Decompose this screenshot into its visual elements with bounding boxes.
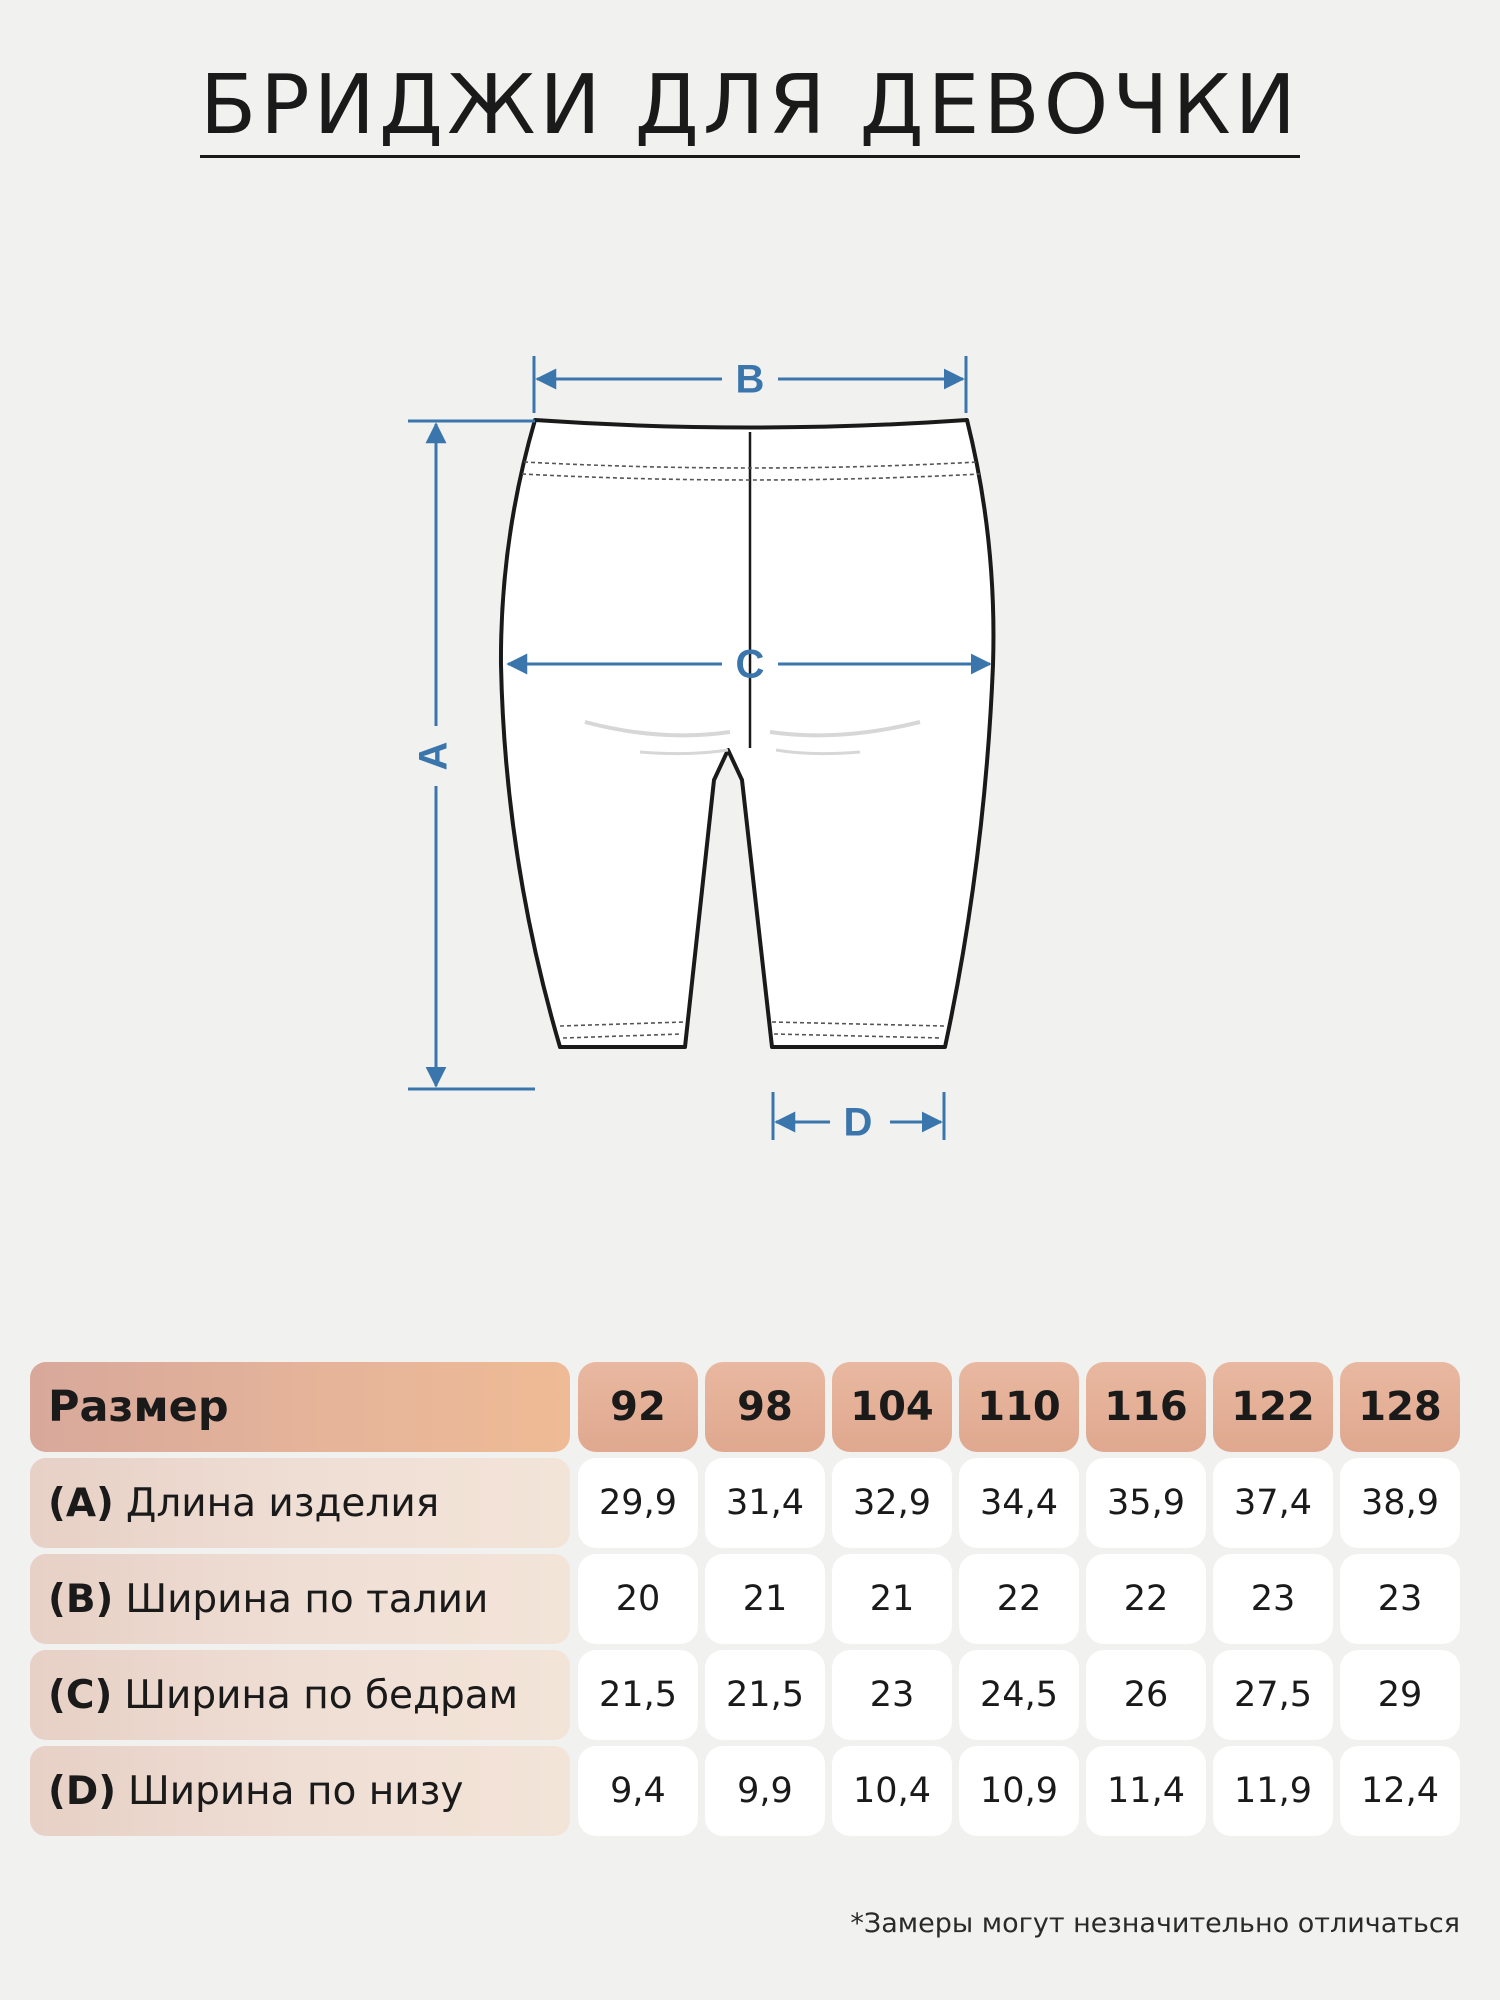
- table-cell: 22: [959, 1554, 1079, 1644]
- table-cell: 21,5: [705, 1650, 825, 1740]
- row-name: Ширина по низу: [128, 1768, 464, 1814]
- table-cell: 21: [705, 1554, 825, 1644]
- row-name: Ширина по талии: [125, 1576, 489, 1622]
- table-cell: 23: [1340, 1554, 1460, 1644]
- size-header: 128: [1340, 1362, 1460, 1452]
- row-label: [30, 1554, 570, 1644]
- row-code: (D): [48, 1768, 117, 1814]
- row-label: [30, 1650, 570, 1740]
- table-row: [30, 1650, 1470, 1740]
- table-row: [30, 1746, 1470, 1836]
- table-cell: 32,9: [832, 1458, 952, 1548]
- row-name: Ширина по бедрам: [124, 1672, 519, 1718]
- table-cell: 26: [1086, 1650, 1206, 1740]
- table-cell: 27,5: [1213, 1650, 1333, 1740]
- row-name: Длина изделия: [125, 1480, 440, 1526]
- table-cell: 34,4: [959, 1458, 1079, 1548]
- table-row: [30, 1458, 1470, 1548]
- shorts-outline: [501, 420, 993, 1047]
- dimension-a-label: A: [411, 741, 456, 771]
- row-code: (A): [48, 1480, 114, 1526]
- header-label: Размер: [30, 1362, 570, 1452]
- measurement-note: *Замеры могут незначительно отличаться: [850, 1908, 1460, 1939]
- table-cell: 12,4: [1340, 1746, 1460, 1836]
- table-cell: 20: [578, 1554, 698, 1644]
- table-cell: 24,5: [959, 1650, 1079, 1740]
- table-cell: 10,4: [832, 1746, 952, 1836]
- table-row: [30, 1554, 1470, 1644]
- size-header: 110: [959, 1362, 1079, 1452]
- row-code: (B): [48, 1576, 114, 1622]
- dimension-b-label: B: [735, 357, 765, 402]
- dimension-d-label: D: [843, 1100, 873, 1145]
- page-title: БРИДЖИ ДЛЯ ДЕВОЧКИ: [0, 58, 1500, 153]
- table-cell: 11,4: [1086, 1746, 1206, 1836]
- table-cell: 37,4: [1213, 1458, 1333, 1548]
- table-cell: 23: [1213, 1554, 1333, 1644]
- table-cell: 29,9: [578, 1458, 698, 1548]
- table-header-row: [30, 1362, 1470, 1452]
- size-header: 98: [705, 1362, 825, 1452]
- table-cell: 9,4: [578, 1746, 698, 1836]
- table-cell: 23: [832, 1650, 952, 1740]
- table-cell: 9,9: [705, 1746, 825, 1836]
- table-cell: 29: [1340, 1650, 1460, 1740]
- table-cell: 38,9: [1340, 1458, 1460, 1548]
- dimension-c-label: C: [735, 642, 765, 687]
- size-header: 116: [1086, 1362, 1206, 1452]
- table-cell: 21: [832, 1554, 952, 1644]
- row-label: [30, 1746, 570, 1836]
- table-cell: 35,9: [1086, 1458, 1206, 1548]
- table-cell: 10,9: [959, 1746, 1079, 1836]
- table-cell: 11,9: [1213, 1746, 1333, 1836]
- row-code: (C): [48, 1672, 113, 1718]
- table-cell: 31,4: [705, 1458, 825, 1548]
- table-cell: 21,5: [578, 1650, 698, 1740]
- size-header: 104: [832, 1362, 952, 1452]
- size-header: 122: [1213, 1362, 1333, 1452]
- size-header: 92: [578, 1362, 698, 1452]
- row-label: [30, 1458, 570, 1548]
- table-cell: 22: [1086, 1554, 1206, 1644]
